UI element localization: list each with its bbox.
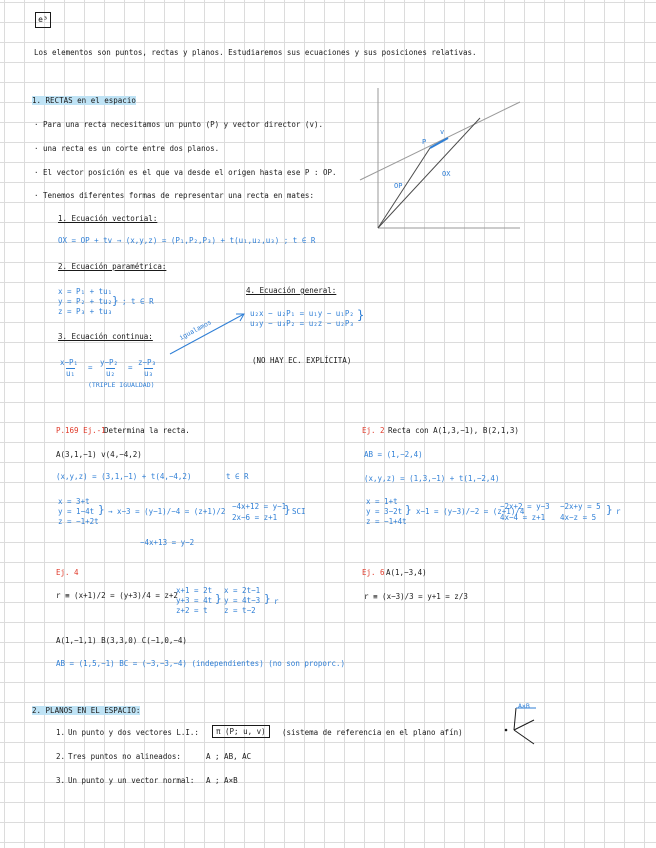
line-figure — [360, 88, 525, 233]
ex1-extra: −4x+13 = y−2 — [140, 538, 195, 547]
eq3-frac-1-den: u₁ — [66, 369, 76, 378]
eq3-equals-2: = — [128, 363, 133, 372]
plane-item-1-text: Un punto y dos vectores L.I.: — [68, 728, 199, 737]
ex2-param-2: y = 3−2t — [366, 507, 403, 516]
ex2-param-1: x = 1+t — [366, 497, 398, 506]
bullet-4: · Tenemos diferentes formas de representar una recta en mates: — [34, 191, 314, 200]
plane-item-1-box: π (P; u, v) — [212, 725, 270, 738]
ex2-result-brace: } — [606, 503, 613, 516]
label-ox: OX — [442, 170, 451, 178]
label-v: v — [440, 128, 445, 136]
no-explicit-note: (NO HAY EC. EXPLÍCITA) — [252, 356, 352, 365]
plane-item-3-text: Un punto y un vector normal: — [68, 776, 195, 785]
ex4-data: A(1,−3,4) — [386, 568, 427, 577]
op-vector — [378, 148, 430, 228]
eq2-cond: ; t ∈ R — [122, 297, 154, 306]
ex1-param-3: z = −1+2t — [58, 517, 99, 526]
eq1-vectorial: OX = OP + tv → (x,y,z) = (P₁,P₂,P₃) + t(u₁,u₂,u₃) ; t ∈ R — [58, 236, 316, 245]
ex3-param-brace: } — [215, 592, 222, 605]
eq3-note: (TRIPLE IGUALDAD) — [88, 381, 155, 389]
eq3-equals-1: = — [88, 363, 93, 372]
ex3-final-2: y = 4t−3 — [224, 596, 261, 605]
ex3-vectors: AB = (1,5,−1) BC = (−3,−3,−4) (independientes) (no son proporc.) — [56, 659, 345, 668]
ex3-param-2: y+3 = 4t — [176, 596, 213, 605]
eq2-line-2: y = P₂ + tu₂ — [58, 297, 113, 306]
eq4-title: 4. Ecuación general: — [246, 286, 337, 295]
eq2-line-1: x = P₁ + tu₁ — [58, 287, 113, 296]
ex2-vector-eq: (x,y,z) = (1,3,−1) + t(1,−2,4) — [364, 474, 500, 483]
ex1-param-2: y = 1−4t — [58, 507, 95, 516]
ex3-tag: r — [274, 597, 279, 606]
plane-item-1-num: 1. — [56, 728, 66, 737]
eq3-frac-3-num: z−P₃ — [138, 358, 157, 367]
eq2-title: 2. Ecuación paramétrica: — [58, 262, 167, 271]
director-vector — [430, 138, 448, 148]
ex4-eq: r ≡ (x−3)/3 = y+1 = z/3 — [364, 592, 468, 601]
ex1-vector-eq: (x,y,z) = (3,1,−1) + t(4,−4,2) — [56, 472, 192, 481]
ex3-final-3: z = t−2 — [224, 606, 256, 615]
ex1-result-tag: SCI — [292, 507, 306, 516]
bullet-1: · Para una recta necesitamos un punto (P) y vector director (v). — [34, 120, 323, 129]
eq2-brace: } — [112, 294, 119, 307]
ex1-param-1: x = 3+t — [58, 497, 90, 506]
intro-text: Los elementos son puntos, rectas y planos. Estudiaremos sus ecuaciones y sus posiciones relativas. — [34, 48, 477, 57]
chapter-badge: e³ — [35, 12, 51, 28]
ex2-param-brace: } — [405, 503, 412, 516]
ex3-final-brace: } — [264, 592, 271, 605]
ox-vector — [378, 118, 480, 228]
ex2-param-3: z = −1+4t — [366, 517, 407, 526]
section1-title: 1. RECTAS en el espacio — [32, 96, 136, 105]
ex2-general-2: 4x−4 = z+1 — [500, 513, 546, 522]
plane-item-3-note: A ; A×B — [206, 776, 238, 785]
ex1-prompt: Determina la recta. — [104, 426, 190, 435]
ex4-label: Ej. 6 — [362, 568, 385, 577]
ex1-continua: → x−3 = (y−1)/−4 = (z+1)/2 — [108, 507, 226, 516]
normal-vector-label: A×B — [518, 702, 530, 710]
section2-title: 2. PLANOS EN EL ESPACIO: — [32, 706, 141, 715]
eq2-line-3: z = P₃ + tu₃ — [58, 307, 113, 316]
ex2-prompt: Recta con A(1,3,−1), B(2,1,3) — [388, 426, 519, 435]
ex1-label: P.169 Ej.-1 — [56, 426, 106, 435]
ex3-eq: r ≡ (x+1)/2 = (y+3)/4 = z+2 — [56, 591, 178, 600]
bullet-3: · El vector posición es el que va desde el origen hasta ese P : OP. — [34, 168, 337, 177]
ex2-result-tag: r — [616, 507, 621, 516]
ex2-result-1: −2x+y = 5 — [560, 502, 601, 511]
ex2-label: Ej. 2 — [362, 426, 385, 435]
label-p: P — [422, 138, 427, 146]
eq3-frac-3-den: u₃ — [144, 369, 154, 378]
ex3-label: Ej. 4 — [56, 568, 79, 577]
ex3-final-1: x = 2t−1 — [224, 586, 261, 595]
plane-item-1-note: (sistema de referencia en el plano afín) — [282, 728, 463, 737]
plane-item-2-num: 2. — [56, 752, 66, 761]
ex3-points: A(1,−1,1) B(3,3,0) C(−1,0,−4) — [56, 636, 187, 645]
eq4-line-2: u₃y − u₃P₂ = u₂z − u₂P₃ — [250, 319, 354, 328]
eq3-frac-2-den: u₂ — [106, 369, 116, 378]
ex1-data: A(3,1,−1) v(4,−4,2) — [56, 450, 142, 459]
ex1-vector-cond: t ∈ R — [226, 472, 249, 481]
ex3-param-1: x+1 = 2t — [176, 586, 213, 595]
ex2-result-2: 4x−z = 5 — [560, 513, 597, 522]
ex3-param-3: z+2 = t — [176, 606, 208, 615]
bullet-2: · una recta es un corte entre dos planos. — [34, 144, 220, 153]
eq1-title: 1. Ecuación vectorial: — [58, 214, 158, 223]
ex1-general-brace: } — [284, 503, 291, 516]
plane-item-3-num: 3. — [56, 776, 66, 785]
ex2-ab: AB = (1,−2,4) — [364, 450, 423, 459]
plane-item-2-note: A ; AB, AC — [206, 752, 252, 761]
line-r — [360, 102, 520, 180]
ex1-param-brace: } — [98, 503, 105, 516]
igualamos-label: igualamos — [177, 318, 213, 342]
eq4-line-1: u₂x − u₂P₁ = u₁y − u₁P₂ — [250, 309, 354, 318]
ex2-continua: x−1 = (y−3)/−2 = (z+1)/4 — [416, 507, 525, 516]
ex2-general-1: −2x+2 = y−3 — [500, 502, 550, 511]
eq3-frac-1-num: x−P₁ — [60, 358, 79, 367]
eq3-title: 3. Ecuación continua: — [58, 332, 153, 341]
eq3-frac-2-num: y−P₂ — [100, 358, 119, 367]
eq4-brace: } — [357, 308, 365, 322]
ex1-general-1: −4x+12 = y−1 — [232, 502, 287, 511]
label-op: OP — [394, 182, 403, 190]
plane-item-2-text: Tres puntos no alineados: — [68, 752, 181, 761]
ex1-general-2: 2x−6 = z+1 — [232, 513, 278, 522]
